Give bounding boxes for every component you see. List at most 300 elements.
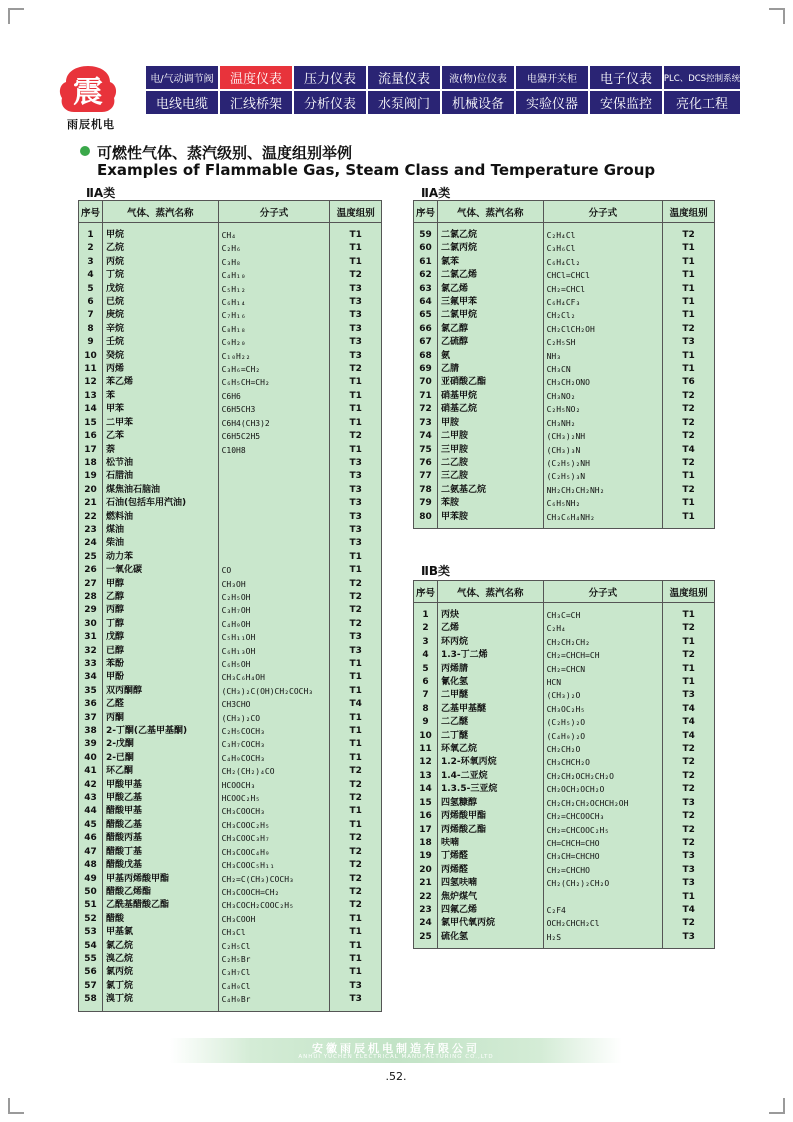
row-number: 14 — [79, 403, 103, 416]
nav-item-level[interactable]: 液(物)位仪表 — [442, 66, 514, 89]
temp-group: T3 — [663, 689, 715, 702]
molecular-formula: C₂H₅Cl — [218, 940, 330, 953]
gas-name: 丙烯 — [102, 363, 218, 376]
gas-name: 乙基甲基醚 — [437, 703, 543, 716]
row-number: 73 — [414, 417, 438, 430]
gas-name: 醋酸丁基 — [102, 846, 218, 859]
temp-group: T3 — [330, 980, 382, 993]
temp-group: T1 — [330, 966, 382, 979]
molecular-formula: CH₃COOCH=CH₂ — [218, 886, 330, 899]
temp-group: T1 — [330, 671, 382, 684]
molecular-formula: C₂H₆ — [218, 242, 330, 255]
molecular-formula: C₂H₅NO₂ — [543, 403, 663, 416]
table-row — [79, 444, 382, 457]
table-row — [414, 283, 715, 296]
table-row — [79, 578, 382, 591]
molecular-formula: C₃H₆Cl — [543, 242, 663, 255]
temp-group: T1 — [663, 891, 715, 904]
row-number: 68 — [414, 350, 438, 363]
molecular-formula: C₃H₇Cl — [218, 966, 330, 979]
molecular-formula: C₅H₁₂ — [218, 283, 330, 296]
molecular-formula: CH₃Cl — [218, 926, 330, 939]
nav-item-security[interactable]: 安保监控 — [590, 91, 662, 114]
gas-name: 丁烯醛 — [437, 850, 543, 863]
temp-group: T2 — [330, 779, 382, 792]
temp-group: T3 — [330, 309, 382, 322]
temp-group: T1 — [330, 551, 382, 564]
gas-name: 氯乙烯 — [437, 283, 543, 296]
gas-name: 三甲胺 — [437, 444, 543, 457]
gas-name: 1.3-丁二烯 — [437, 649, 543, 662]
temp-group: T4 — [663, 730, 715, 743]
gas-name: 苯乙烯 — [102, 376, 218, 389]
molecular-formula — [218, 484, 330, 497]
table-row — [414, 730, 715, 743]
table-row — [414, 864, 715, 877]
table-row — [414, 810, 715, 823]
molecular-formula: CH3CHO — [218, 698, 330, 711]
gas-name: 醋酸丙基 — [102, 832, 218, 845]
molecular-formula: C₂H₅OH — [218, 591, 330, 604]
temp-group: T1 — [663, 497, 715, 510]
table-label-iia-1: ⅡA类 — [86, 186, 116, 200]
molecular-formula: C₂H₅COCH₃ — [218, 725, 330, 738]
molecular-formula: CH₃CN — [543, 363, 663, 376]
temp-group: T3 — [663, 931, 715, 949]
molecular-formula: CO — [218, 564, 330, 577]
gas-name: 醋酸乙基 — [102, 819, 218, 832]
table-row — [79, 685, 382, 698]
table-row — [79, 537, 382, 550]
row-number: 40 — [79, 752, 103, 765]
molecular-formula: OCH₂CHCH₂Cl — [543, 917, 663, 930]
temp-group: T2 — [663, 770, 715, 783]
molecular-formula: C₆H₅CH=CH₂ — [218, 376, 330, 389]
molecular-formula: H₂S — [543, 931, 663, 949]
molecular-formula: C₇H₁₆ — [218, 309, 330, 322]
gas-name: 煤油 — [102, 524, 218, 537]
temp-group: T4 — [663, 716, 715, 729]
row-number: 5 — [414, 663, 438, 676]
table-row — [79, 765, 382, 778]
temp-group: T2 — [663, 649, 715, 662]
table-row — [79, 805, 382, 818]
gas-name: 1.3.5-三亚烷 — [437, 783, 543, 796]
corner-mark — [8, 8, 24, 24]
temp-group: T3 — [330, 350, 382, 363]
nav-item-machinery[interactable]: 机械设备 — [442, 91, 514, 114]
temp-group: T1 — [330, 242, 382, 255]
temp-group: T3 — [330, 993, 382, 1011]
row-number: 9 — [79, 336, 103, 349]
table-row — [414, 457, 715, 470]
molecular-formula: C₄H₉COCH₃ — [218, 752, 330, 765]
nav-item-lighting[interactable]: 亮化工程 — [664, 91, 740, 114]
gas-name: 二氯甲烷 — [437, 309, 543, 322]
gas-name: 甲苯 — [102, 403, 218, 416]
gas-name: 2-戊酮 — [102, 738, 218, 751]
gas-name: 环氧乙烷 — [437, 743, 543, 756]
row-number: 60 — [414, 242, 438, 255]
table-row — [414, 703, 715, 716]
molecular-formula: CH=CHCH=CHO — [543, 837, 663, 850]
gas-name: 甲基丙烯酸甲酯 — [102, 873, 218, 886]
molecular-formula: C₂H₄Cl — [543, 223, 663, 243]
gas-name: 氯乙醇 — [437, 323, 543, 336]
temp-group: T3 — [663, 864, 715, 877]
row-number: 53 — [79, 926, 103, 939]
temp-group: T2 — [330, 899, 382, 912]
row-number: 38 — [79, 725, 103, 738]
row-number: 11 — [79, 363, 103, 376]
table-row — [414, 256, 715, 269]
row-number: 43 — [79, 792, 103, 805]
temp-group: T1 — [330, 376, 382, 389]
table-row — [79, 725, 382, 738]
row-number: 76 — [414, 457, 438, 470]
temp-group: T3 — [330, 323, 382, 336]
nav-item-bridge[interactable]: 汇线桥架 — [220, 91, 292, 114]
gas-name: 二氯丙烷 — [437, 242, 543, 255]
footer-company-en: ANHUI YUCHEN ELECTRICAL MANUFACTURING CO.,LTD — [298, 1054, 494, 1060]
gas-name: 一氧化碳 — [102, 564, 218, 577]
nav-item-plc-dcs[interactable]: PLC、DCS控制系统 — [664, 66, 740, 89]
temp-group: T1 — [330, 564, 382, 577]
section-title-en: Examples of Flammable Gas, Steam Class and Temperature Group — [97, 161, 656, 179]
table-row — [414, 877, 715, 890]
row-number: 47 — [79, 846, 103, 859]
nav-item-lab[interactable]: 实验仪器 — [516, 91, 588, 114]
gas-name: 松节油 — [102, 457, 218, 470]
gas-name: 1.2-环氧丙烷 — [437, 756, 543, 769]
molecular-formula: CH₂(CH₂)₂CH₂O — [543, 877, 663, 890]
row-number: 67 — [414, 336, 438, 349]
gas-name: 氯丙烷 — [102, 966, 218, 979]
row-number: 77 — [414, 470, 438, 483]
temp-group: T2 — [330, 846, 382, 859]
temp-group: T3 — [663, 797, 715, 810]
temp-group: T3 — [330, 645, 382, 658]
molecular-formula: CH₃C₆H₄NH₂ — [543, 511, 663, 529]
table-row — [414, 649, 715, 662]
gas-name: 乙烷 — [102, 242, 218, 255]
temp-group: T1 — [330, 926, 382, 939]
gas-name: 乙苯 — [102, 430, 218, 443]
temp-group: T1 — [663, 256, 715, 269]
row-number: 25 — [79, 551, 103, 564]
table-row — [79, 886, 382, 899]
temp-group: T4 — [663, 703, 715, 716]
row-number: 10 — [79, 350, 103, 363]
gas-name: 苯酚 — [102, 658, 218, 671]
molecular-formula: CH₃COOC₄H₉ — [218, 846, 330, 859]
table-row — [414, 770, 715, 783]
table-row — [79, 819, 382, 832]
temp-group: T1 — [663, 676, 715, 689]
row-number: 19 — [414, 850, 438, 863]
molecular-formula: C₄H₉Br — [218, 993, 330, 1011]
temp-group: T2 — [663, 622, 715, 635]
molecular-formula: C₆H₄Cl₂ — [543, 256, 663, 269]
row-number: 22 — [79, 511, 103, 524]
gas-name: 呋喃 — [437, 837, 543, 850]
row-number: 50 — [79, 886, 103, 899]
row-number: 8 — [79, 323, 103, 336]
table-row — [414, 663, 715, 676]
row-number: 11 — [414, 743, 438, 756]
row-number: 49 — [79, 873, 103, 886]
table-row — [79, 940, 382, 953]
temp-group: T2 — [663, 743, 715, 756]
gas-name: 氯丁烷 — [102, 980, 218, 993]
temp-group: T2 — [330, 886, 382, 899]
table-row — [414, 797, 715, 810]
temp-group: T2 — [330, 430, 382, 443]
molecular-formula: (CH₃)₂NH — [543, 430, 663, 443]
table-row — [79, 242, 382, 255]
gas-name: 动力苯 — [102, 551, 218, 564]
temp-group: T1 — [663, 242, 715, 255]
molecular-formula: CH₄ — [218, 223, 330, 243]
row-number: 44 — [79, 805, 103, 818]
table-row — [414, 917, 715, 930]
molecular-formula: C₆H₁₄ — [218, 296, 330, 309]
table-row — [79, 631, 382, 644]
nav-item-valves[interactable]: 电/气动调节阀 — [146, 66, 218, 89]
molecular-formula: C6H5CH3 — [218, 403, 330, 416]
row-number: 36 — [79, 698, 103, 711]
row-number: 15 — [414, 797, 438, 810]
table-row — [79, 309, 382, 322]
temp-group: T3 — [330, 484, 382, 497]
molecular-formula: CH₃COOC₅H₁₁ — [218, 859, 330, 872]
col-header-name: 气体、蒸汽名称 — [437, 581, 543, 603]
molecular-formula — [218, 457, 330, 470]
temp-group: T1 — [663, 296, 715, 309]
temp-group: T2 — [330, 269, 382, 282]
gas-table-iib — [413, 580, 715, 949]
gas-name: 焦炉煤气 — [437, 891, 543, 904]
row-number: 41 — [79, 765, 103, 778]
nav-item-pressure[interactable]: 压力仪表 — [294, 66, 366, 89]
temp-group: T1 — [330, 444, 382, 457]
table-row — [79, 645, 382, 658]
gas-name: 甲苯胺 — [437, 511, 543, 529]
row-number: 28 — [79, 591, 103, 604]
row-number: 46 — [79, 832, 103, 845]
row-number: 45 — [79, 819, 103, 832]
temp-group: T1 — [330, 819, 382, 832]
row-number: 22 — [414, 891, 438, 904]
nav-item-pumps[interactable]: 水泵阀门 — [368, 91, 440, 114]
molecular-formula: CH₂CH₂O — [543, 743, 663, 756]
row-number: 65 — [414, 309, 438, 322]
gas-name: 丁醇 — [102, 618, 218, 631]
temp-group: T1 — [663, 511, 715, 529]
row-number: 14 — [414, 783, 438, 796]
nav-item-electronic[interactable]: 电子仪表 — [590, 66, 662, 89]
footer-company-cn: 安徽雨辰机电制造有限公司 — [312, 1042, 480, 1055]
gas-name: 煤焦油石脑油 — [102, 484, 218, 497]
molecular-formula: CH₃COCH₂COOC₂H₅ — [218, 899, 330, 912]
gas-name: 氯苯 — [437, 256, 543, 269]
temp-group: T3 — [663, 877, 715, 890]
row-number: 6 — [414, 676, 438, 689]
temp-group: T1 — [330, 913, 382, 926]
molecular-formula: CH₂OCH₂OCH₂O — [543, 783, 663, 796]
table-row — [79, 497, 382, 510]
table-row — [414, 931, 715, 949]
table-row — [79, 457, 382, 470]
col-header-name: 气体、蒸汽名称 — [437, 201, 543, 223]
row-number: 21 — [79, 497, 103, 510]
temp-group: T1 — [663, 470, 715, 483]
gas-name: 二甲胺 — [437, 430, 543, 443]
row-number: 70 — [414, 376, 438, 389]
gas-name: 二丁醚 — [437, 730, 543, 743]
nav-item-analysis[interactable]: 分析仪表 — [294, 91, 366, 114]
temp-group: T3 — [330, 283, 382, 296]
gas-name: 燃料油 — [102, 511, 218, 524]
molecular-formula: CH₂=C(CH₃)COCH₃ — [218, 873, 330, 886]
row-number: 74 — [414, 430, 438, 443]
gas-name: 四氢呋喃 — [437, 877, 543, 890]
molecular-formula: CH₂(CH₂)₄CO — [218, 765, 330, 778]
table-row — [79, 363, 382, 376]
col-header-no: 序号 — [414, 581, 438, 603]
gas-name: 甲酸甲基 — [102, 779, 218, 792]
temp-group: T2 — [330, 591, 382, 604]
gas-name: 甲醇 — [102, 578, 218, 591]
molecular-formula: CH₃NO₂ — [543, 390, 663, 403]
molecular-formula: HCOOCH₃ — [218, 779, 330, 792]
gas-name: 乙酰基醋酸乙酯 — [102, 899, 218, 912]
table-row — [414, 269, 715, 282]
molecular-formula — [218, 511, 330, 524]
temp-group: T4 — [330, 698, 382, 711]
table-row — [414, 223, 715, 243]
company-name-short: 雨辰机电 — [67, 118, 115, 131]
temp-group: T2 — [330, 792, 382, 805]
temp-group: T4 — [663, 444, 715, 457]
molecular-formula: CH₂=CHCOOCH₃ — [543, 810, 663, 823]
row-number: 16 — [414, 810, 438, 823]
molecular-formula: CH₂Cl₂ — [543, 309, 663, 322]
molecular-formula: C₂H₅SH — [543, 336, 663, 349]
gas-table-iia-2 — [413, 200, 715, 529]
table-row — [414, 323, 715, 336]
gas-name: 丙炔 — [437, 603, 543, 623]
gas-name: 庚烷 — [102, 309, 218, 322]
gas-name: 甲基氯 — [102, 926, 218, 939]
col-header-formula: 分子式 — [543, 581, 663, 603]
row-number: 57 — [79, 980, 103, 993]
row-number: 52 — [79, 913, 103, 926]
molecular-formula: C₂H₄ — [543, 622, 663, 635]
row-number: 9 — [414, 716, 438, 729]
gas-name: 环丙烷 — [437, 636, 543, 649]
corner-mark — [769, 1098, 785, 1114]
molecular-formula: CH₃COOCH₃ — [218, 805, 330, 818]
molecular-formula: CH₃COOC₂H₅ — [218, 819, 330, 832]
gas-name: 三乙胺 — [437, 470, 543, 483]
gas-name: 辛烷 — [102, 323, 218, 336]
gas-name: 苯胺 — [437, 497, 543, 510]
table-row — [414, 403, 715, 416]
temp-group: T3 — [330, 336, 382, 349]
gas-name: 丙烯酸甲酯 — [437, 810, 543, 823]
page-number: .52. — [385, 1070, 407, 1083]
col-header-temp: 温度组别 — [663, 581, 715, 603]
table-row — [414, 470, 715, 483]
gas-name: 已烷 — [102, 296, 218, 309]
molecular-formula: CH₂=CHCl — [543, 283, 663, 296]
gas-name: 戊醇 — [102, 631, 218, 644]
molecular-formula: CH₃OH — [218, 578, 330, 591]
temp-group: T2 — [663, 756, 715, 769]
table-row — [79, 899, 382, 912]
temp-group: T1 — [663, 603, 715, 623]
table-row — [414, 309, 715, 322]
nav-item-cable[interactable]: 电线电缆 — [146, 91, 218, 114]
row-number: 17 — [79, 444, 103, 457]
col-header-formula: 分子式 — [543, 201, 663, 223]
gas-name: 四氢糠醇 — [437, 797, 543, 810]
table-row — [414, 689, 715, 702]
table-row — [414, 417, 715, 430]
table-row — [414, 622, 715, 635]
col-header-formula: 分子式 — [218, 201, 330, 223]
table-row — [79, 712, 382, 725]
table-row — [79, 390, 382, 403]
molecular-formula: C₆H₅OH — [218, 658, 330, 671]
temp-group: T2 — [663, 457, 715, 470]
temp-group: T1 — [330, 725, 382, 738]
molecular-formula: (C₂H₅)₂NH — [543, 457, 663, 470]
table-row — [79, 752, 382, 765]
gas-name: 溴丁烷 — [102, 993, 218, 1011]
gas-name: 乙腈 — [437, 363, 543, 376]
table-row — [79, 376, 382, 389]
row-number: 64 — [414, 296, 438, 309]
molecular-formula: C₃H₇OH — [218, 604, 330, 617]
nav-item-flow[interactable]: 流量仪表 — [368, 66, 440, 89]
table-row — [414, 743, 715, 756]
row-number: 12 — [79, 376, 103, 389]
gas-name: 二乙醚 — [437, 716, 543, 729]
table-row — [414, 716, 715, 729]
row-number: 39 — [79, 738, 103, 751]
row-number: 23 — [414, 904, 438, 917]
table-row — [79, 323, 382, 336]
temp-group: T1 — [330, 223, 382, 243]
gas-name: 丁烷 — [102, 269, 218, 282]
molecular-formula: C₃H₆=CH₂ — [218, 363, 330, 376]
row-number: 13 — [79, 390, 103, 403]
temp-group: T2 — [330, 363, 382, 376]
table-row — [79, 873, 382, 886]
gas-name: 萘 — [102, 444, 218, 457]
nav-item-switchgear[interactable]: 电器开关柜 — [516, 66, 588, 89]
molecular-formula: C₂H₅Br — [218, 953, 330, 966]
col-header-name: 气体、蒸汽名称 — [102, 201, 218, 223]
row-number: 17 — [414, 824, 438, 837]
temp-group: T3 — [330, 511, 382, 524]
row-number: 12 — [414, 756, 438, 769]
row-number: 61 — [414, 256, 438, 269]
nav-item-temperature[interactable]: 温度仪表 — [220, 66, 292, 89]
gas-name: 三氟甲苯 — [437, 296, 543, 309]
